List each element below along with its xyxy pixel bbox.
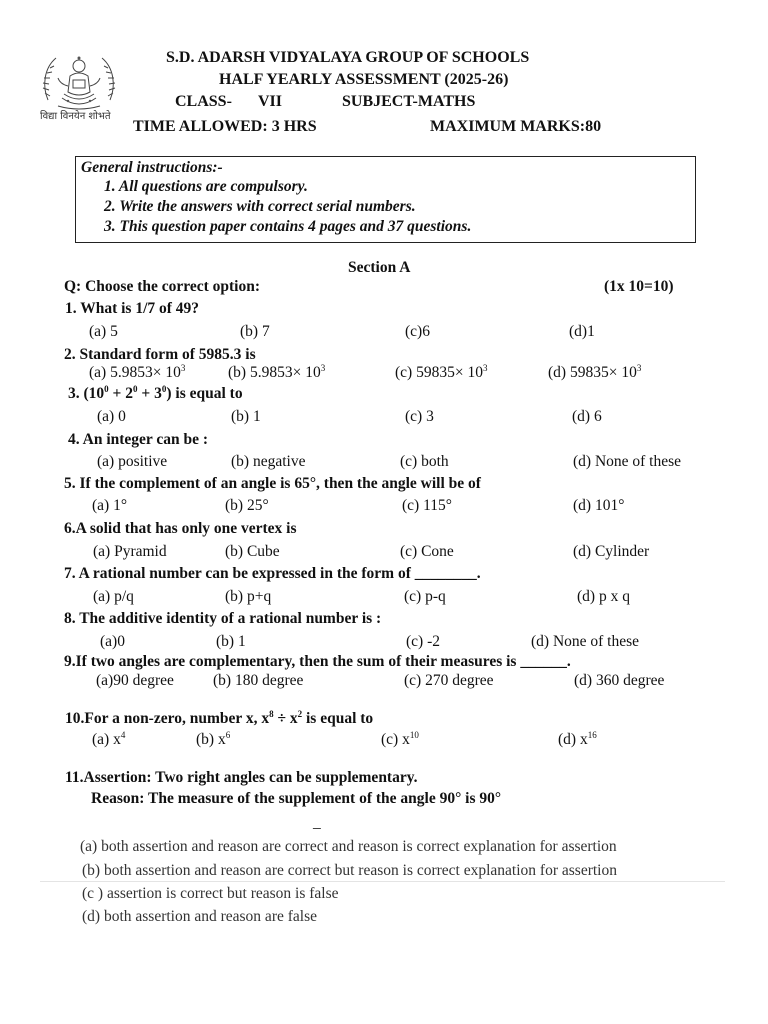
question-7: 7. A rational number can be expressed in the form of ________. (64, 565, 481, 582)
option-c: (c)6 (405, 323, 430, 340)
option-c: (c) $x^{10}$ (381, 729, 419, 748)
option-b: (b) Cube (225, 543, 280, 560)
instruction-item: 2. Write the answers with correct serial numbers. (104, 198, 416, 215)
section-prompt: Q: Choose the correct option: (64, 278, 261, 295)
instructions-box (75, 156, 696, 243)
stray-dash: _ (313, 814, 321, 831)
option-b: (b) negative (231, 453, 306, 470)
question-1: 1. What is 1/7 of 49? (65, 300, 200, 317)
option-b: (b) $x^6$ (196, 729, 231, 748)
option-b: (b) p+q (225, 588, 272, 605)
option-a: (a) $5.9853\times 10^3$ (89, 362, 186, 381)
option-b: (b) $5.9853\times 10^3$ (228, 362, 326, 381)
question-9: 9.If two angles are complementary, then the sum of their measures is ______. (64, 653, 571, 670)
option-b: (b) 1 (216, 633, 246, 650)
option-c: (c) $59835\times 10^3$ (395, 362, 488, 381)
class-value: VII (258, 93, 283, 110)
option-d: (d) p x q (577, 588, 630, 605)
option-d: (d)1 (569, 323, 595, 340)
question-4: 4. An integer can be : (68, 431, 209, 448)
school-logo (38, 48, 120, 128)
option-c: (c) 270 degree (404, 672, 494, 689)
question-10: 10.For a non-zero, number x, $x^8 \div x^2$ is equal to (65, 708, 374, 727)
option-a: (a) 1° (92, 497, 128, 514)
school-name: S.D. ADARSH VIDYALAYA GROUP OF SCHOOLS (166, 49, 530, 66)
option-a: (a) 5 (89, 323, 118, 340)
option-b: (b) 7 (240, 323, 270, 340)
option-d: (d) $59835\times 10^3$ (548, 362, 642, 381)
option-a: (a) both assertion and reason are correct and reason is correct explanation for assertion (80, 838, 617, 855)
option-d: (d) Cylinder (573, 543, 650, 560)
option-b: (b) 1 (231, 408, 261, 425)
logo-motto: विद्या विनयेन शोभते (40, 111, 111, 122)
option-c: (c) -2 (406, 633, 440, 650)
option-d: (d) 6 (572, 408, 602, 425)
question-6: 6.A solid that has only one vertex is (64, 520, 297, 537)
section-marks: (1x 10=10) (604, 278, 674, 295)
option-d: (d) both assertion and reason are false (82, 908, 317, 925)
subject-label: SUBJECT-MATHS (342, 93, 476, 110)
question-11-reason: Reason: The measure of the supplement of the angle 90° is 90° (91, 790, 502, 807)
question-3: 3. $(10^0 + 2^0 + 3^0)$ is equal to (68, 383, 243, 402)
option-d: (d) None of these (531, 633, 640, 650)
option-a: (a) $x^4$ (92, 729, 126, 748)
option-c: (c ) assertion is correct but reason is false (82, 885, 339, 902)
option-c: (c) both (400, 453, 449, 470)
instruction-item: 3. This question paper contains 4 pages and 37 questions. (104, 218, 472, 235)
option-a: (a) positive (97, 453, 168, 470)
section-title: Section A (348, 259, 411, 276)
option-d: (d) 360 degree (574, 672, 665, 689)
option-a: (a)90 degree (96, 672, 174, 689)
question-8: 8. The additive identity of a rational number is : (64, 610, 382, 627)
option-a: (a) Pyramid (93, 543, 167, 560)
option-c: (c) 3 (405, 408, 434, 425)
option-b: (b) both assertion and reason are correct but reason is correct explanation for assertion (82, 862, 617, 879)
option-a: (a) 0 (97, 408, 126, 425)
question-11-assertion: 11.Assertion: Two right angles can be supplementary. (65, 769, 418, 786)
class-label: CLASS- (175, 93, 232, 110)
instructions-title: General instructions:- (81, 159, 223, 176)
option-b: (b) 25° (225, 497, 269, 514)
option-a: (a) p/q (93, 588, 134, 605)
question-5: 5. If the complement of an angle is 65°, then the angle will be of (64, 475, 481, 492)
option-d: (d) None of these (573, 453, 682, 470)
option-c: (c) p-q (404, 588, 446, 605)
option-b: (b) 180 degree (213, 672, 304, 689)
maximum-marks: MAXIMUM MARKS:80 (430, 118, 602, 135)
exam-title: HALF YEARLY ASSESSMENT (2025-26) (219, 71, 509, 88)
page-divider (40, 881, 725, 882)
option-d: (d) 101° (573, 497, 625, 514)
instruction-item: 1. All questions are compulsory. (104, 178, 308, 195)
question-2: 2. Standard form of 5985.3 is (64, 346, 256, 363)
option-a: (a)0 (100, 633, 125, 650)
time-allowed: TIME ALLOWED: 3 HRS (133, 118, 317, 135)
option-d: (d) $x^{16}$ (558, 729, 597, 748)
option-c: (c) Cone (400, 543, 454, 560)
option-c: (c) 115° (402, 497, 452, 514)
